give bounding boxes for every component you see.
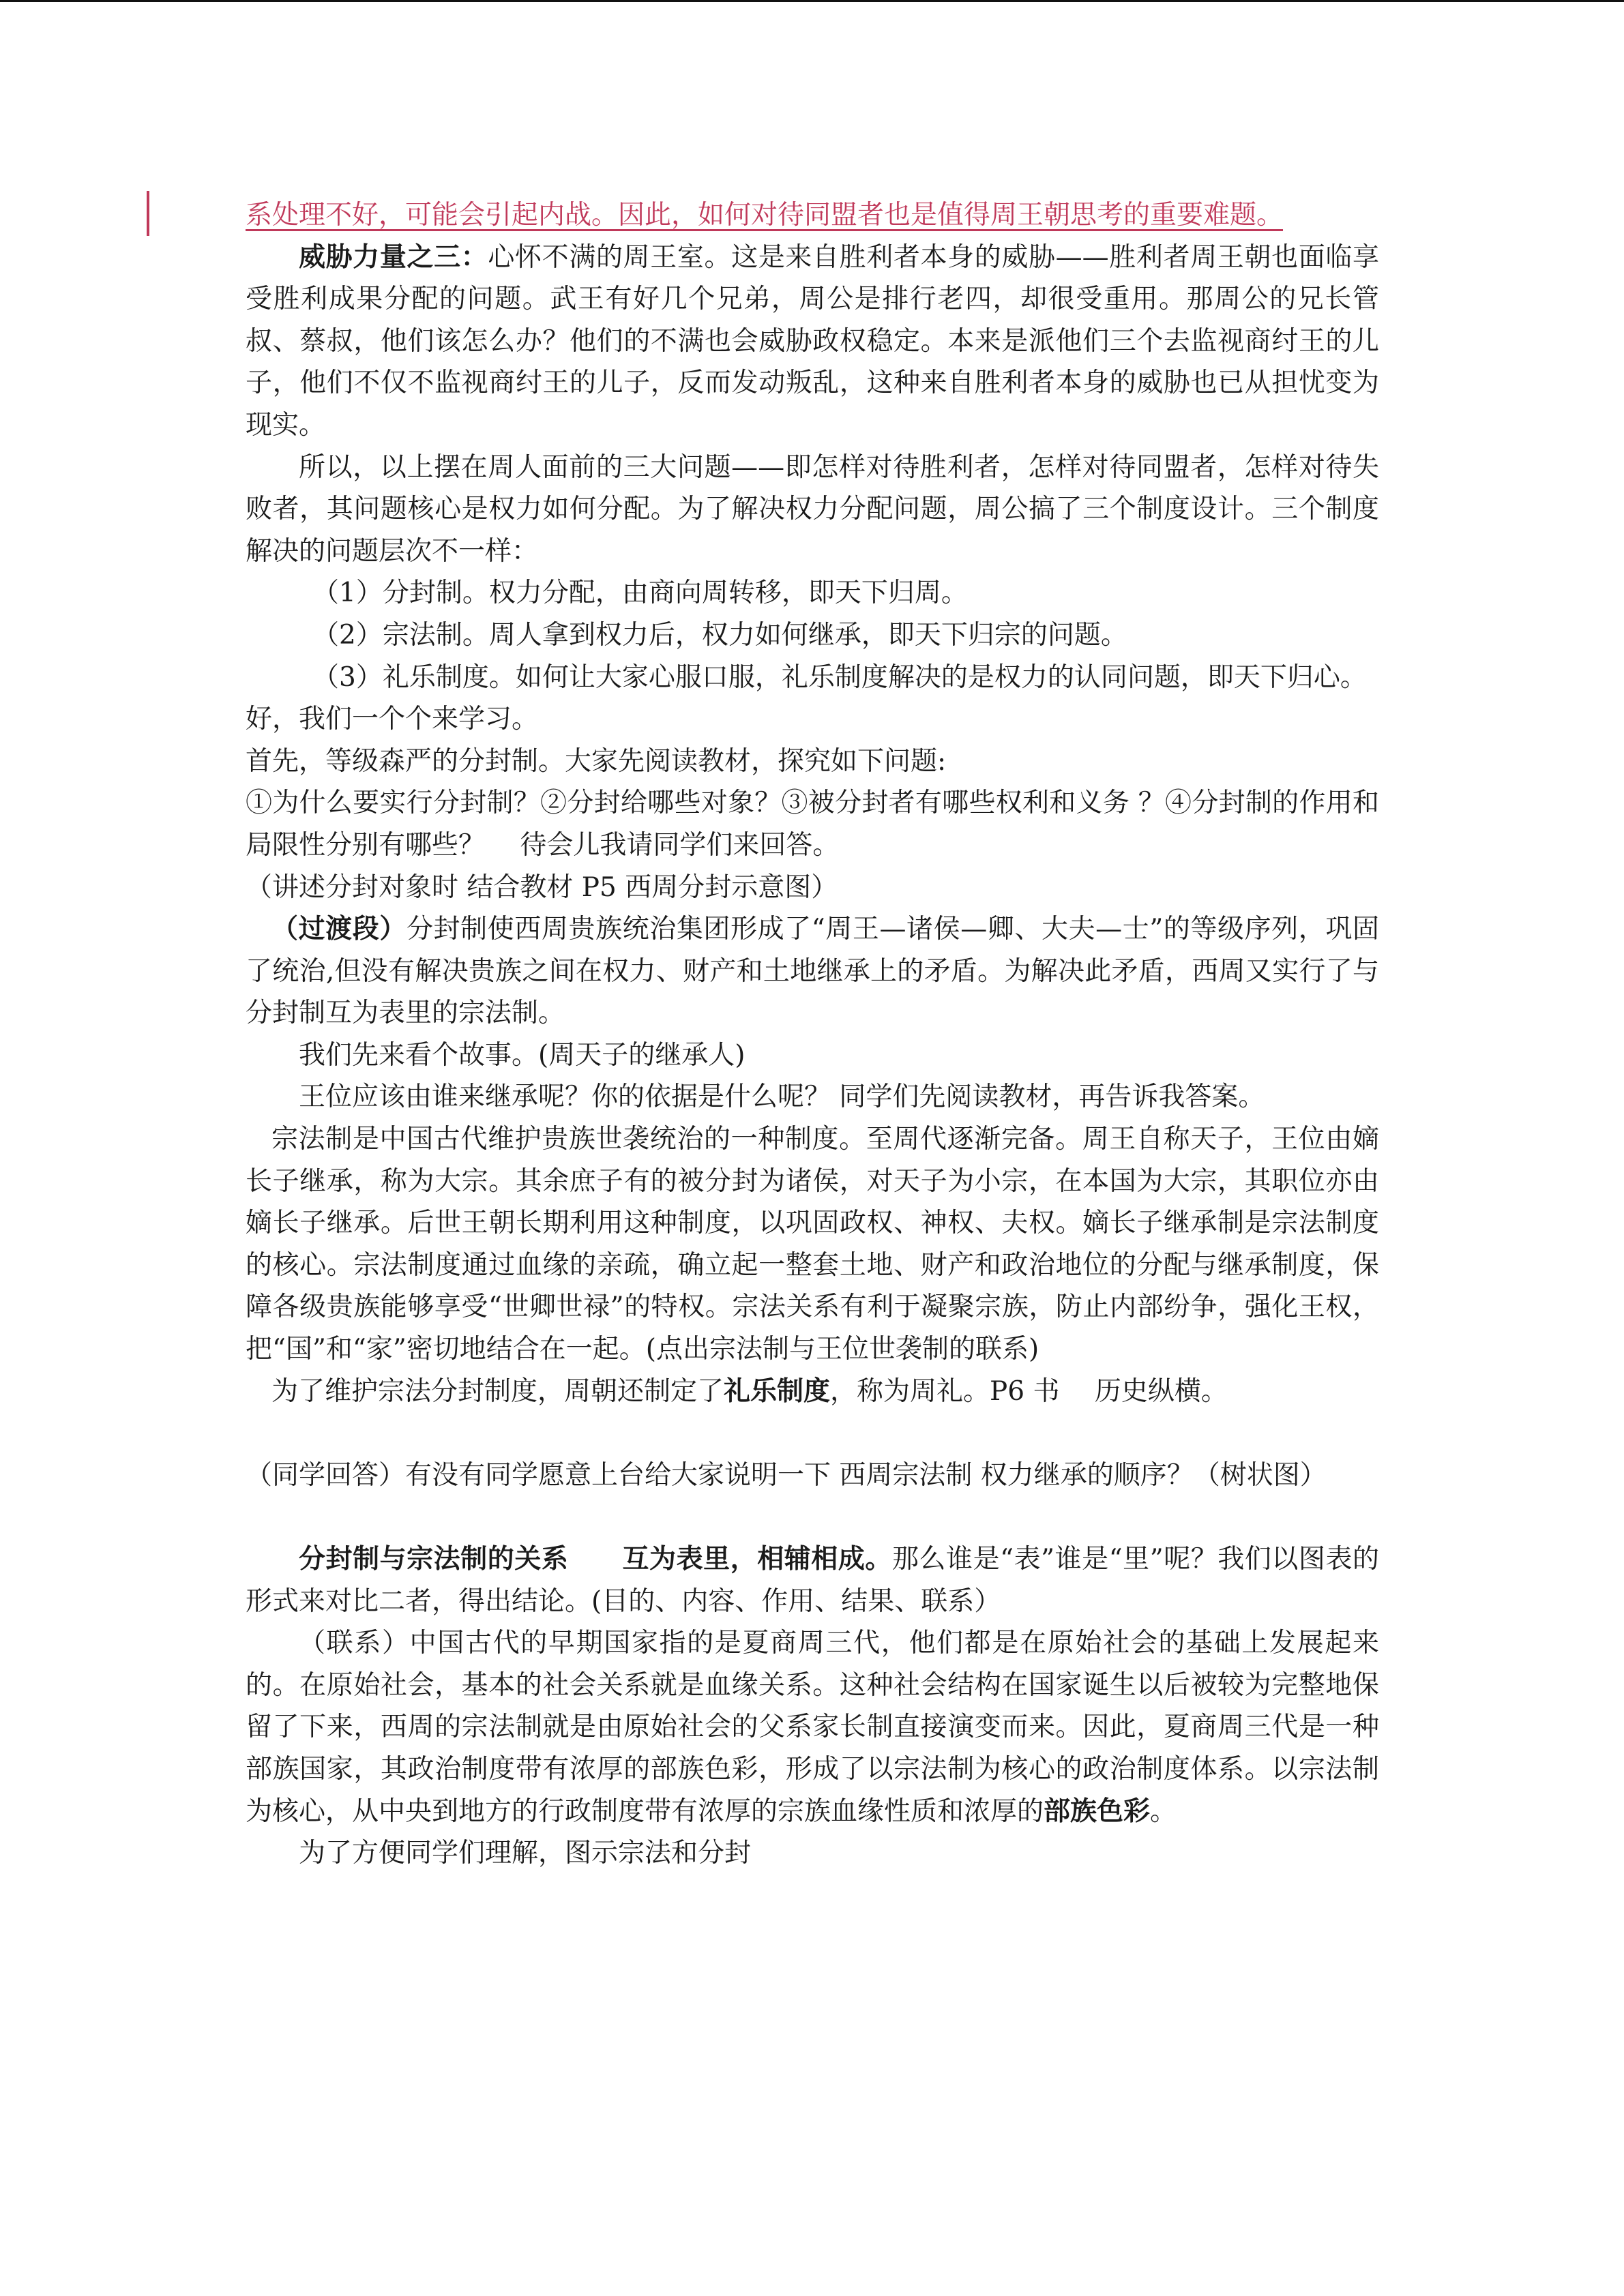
story-line: 我们先来看个故事。(周天子的继承人) (299, 1039, 745, 1071)
liyue-before: 为了维护宗法分封制度，周朝还制定了 (271, 1375, 724, 1407)
document-page (246, 194, 1379, 1875)
page-top-border (0, 0, 1624, 2)
student-answer-paragraph: （同学回答）有没有同学愿意上台给大家说明一下 西周宗法制 权力继承的顺序？（树状图） (246, 1459, 1327, 1491)
liyue-after: ，称为周礼。P6 书 历史纵横。 (830, 1375, 1228, 1407)
first-line: 首先，等级森严的分封制。大家先阅读教材，探究如下问题: (246, 745, 947, 777)
diagram-intro-line: 为了方便同学们理解，图示宗法和分封 (299, 1838, 752, 1869)
link-bold: 部族色彩 (1044, 1795, 1151, 1827)
liyue-bold: 礼乐制度 (724, 1375, 831, 1407)
liyue-paragraph (246, 1371, 1379, 1413)
system-item-2: （2）宗法制。周人拿到权力后，权力如何继承，即天下归宗的问题。 (312, 619, 1127, 651)
heir-question: 王位应该由谁来继承呢？你的依据是什么呢？ 同学们先阅读教材，再告诉我答案。 (299, 1082, 1265, 1113)
relation-text: 那么谁是“表”谁是“里”呢？我们以图表的形式来对比二者，得出结论。(目的、内容、作用、结果、联系） (246, 1544, 1379, 1617)
system-item-1: （1）分封制。权力分配，由商向周转移，即天下归周。 (312, 578, 968, 609)
system-item-3: （3）礼乐制度。如何让大家心服口服，礼乐制度解决的是权力的认同问题，即天下归心。 (312, 661, 1367, 693)
blank-line (246, 1496, 1379, 1538)
questions-paragraph: ①为什么要实行分封制？②分封给哪些对象？③被分封者有哪些权利和义务 ？④分封制的作用和局限性分别有哪些？ 待会儿我请同学们来回答。 (246, 788, 1379, 861)
map-note: （讲述分封对象时 结合教材 P5 西周分封示意图） (246, 871, 838, 903)
blank-line (246, 1412, 1379, 1455)
threat-three-text: 心怀不满的周王室。这是来自胜利者本身的威胁——胜利者周王朝也面临享受胜利成果分配的问题。武王有好几个兄弟，周公是排行老四，却很受重用。那周公的兄长管叔、蔡叔，他们该怎么办？他们的不满也会威胁政权稳定。本来是派他们三个去监视商纣王的儿子，他们不仅不监视商纣王的儿子，反而发动叛乱，这种来自胜利者本身的威胁也已从担忧变为现实。 (246, 241, 1379, 441)
relation-paragraph (246, 1538, 1379, 1622)
transition-label: （过渡段） (271, 913, 407, 945)
tracked-change-line: 系处理不好，可能会引起内战。因此，如何对待同盟者也是值得周王朝思考的重要难题。 (246, 200, 1284, 230)
link-end: 。 (1150, 1795, 1177, 1827)
transition-text: 分封制使西周贵族统治集团形成了“周王—诸侯—卿、大夫—士”的等级序列，巩固了统治,但没有解决贵族之间在权力、财产和土地继承上的矛盾。为解决此矛盾，西周又实行了与分封制互为表里的宗法制。 (246, 914, 1379, 1029)
summary-paragraph: 所以，以上摆在周人面前的三大问题——即怎样对待胜利者，怎样对待同盟者，怎样对待失败者，其问题核心是权力如何分配。为了解决权力分配问题，周公搞了三个制度设计。三个制度解决的问题层次不一样： (246, 451, 1379, 567)
relation-bold: 分封制与宗法制的关系 互为表里，相辅相成。 (299, 1543, 892, 1575)
zongfa-paragraph: 宗法制是中国古代维护贵族世袭统治的一种制度。至周代逐渐完备。周王自称天子，王位由嫡长子继承，称为大宗。其余庶子有的被分封为诸侯，对天子为小宗，在本国为大宗，其职位亦由嫡长子继承。后世王朝长期利用这种制度，以巩固政权、神权、夫权。嫡长子继承制是宗法制度的核心。宗法制度通过血缘的亲疏，确立起一整套土地、财产和政治地位的分配与继承制度，保障各级贵族能够享受“世卿世禄”的特权。宗法关系有利于凝聚宗族，防止内部纷争，强化王权，把“国”和“家”密切地结合在一起。(点出宗法制与王位世袭制的联系) (246, 1124, 1379, 1365)
threat-three-title: 威胁力量之三： (299, 241, 488, 273)
learn-line: 好，我们一个个来学习。 (246, 704, 539, 735)
transition-paragraph (246, 908, 1379, 1034)
link-text: （联系）中国古代的早期国家指的是夏商周三代，他们都是在原始社会的基础上发展起来的。在原始社会，基本的社会关系就是血缘关系。这种社会结构在国家诞生以后被较为完整地保留了下来，西周的宗法制就是由原始社会的父系家长制直接演变而来。因此，夏商周三代是一种部族国家，其政治制度带有浓厚的部族色彩，形成了以宗法制为核心的政治制度体系。以宗法制为核心，从中央到地方的行政制度带有浓厚的宗族血缘性质和浓厚的 (246, 1628, 1379, 1827)
tracked-change-bar (147, 191, 149, 236)
link-paragraph (246, 1622, 1379, 1832)
threat-three-paragraph (246, 237, 1379, 447)
